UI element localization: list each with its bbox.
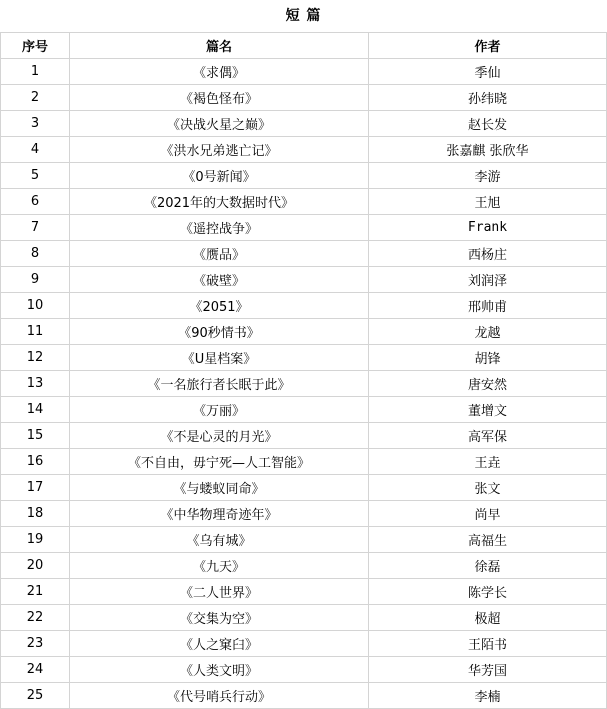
table-body (1, 59, 607, 709)
cell-author[interactable]: 季仙 (369, 59, 607, 85)
table-row (1, 85, 607, 111)
cell-no[interactable]: 9 (1, 267, 70, 293)
cell-title[interactable]: 《与蝼蚁同命》 (70, 475, 369, 501)
cell-author[interactable]: 胡锋 (369, 345, 607, 371)
table-row (1, 553, 607, 579)
cell-no[interactable]: 20 (1, 553, 70, 579)
table-row (1, 189, 607, 215)
cell-no[interactable]: 7 (1, 215, 70, 241)
cell-author[interactable]: 陈学长 (369, 579, 607, 605)
cell-author[interactable]: 李游 (369, 163, 607, 189)
cell-author[interactable]: 董增文 (369, 397, 607, 423)
cell-author[interactable]: 徐磊 (369, 553, 607, 579)
cell-no[interactable]: 6 (1, 189, 70, 215)
cell-author[interactable]: 龙越 (369, 319, 607, 345)
cell-title[interactable]: 《中华物理奇迹年》 (70, 501, 369, 527)
table-row (1, 397, 607, 423)
table-row (1, 293, 607, 319)
cell-author[interactable]: 李楠 (369, 683, 607, 709)
cell-title[interactable]: 《不自由，毋宁死—人工智能》 (70, 449, 369, 475)
table-row (1, 163, 607, 189)
cell-no[interactable]: 12 (1, 345, 70, 371)
cell-no[interactable]: 19 (1, 527, 70, 553)
cell-no[interactable]: 21 (1, 579, 70, 605)
cell-no[interactable]: 22 (1, 605, 70, 631)
cell-author[interactable]: 张嘉麒 张欣华 (369, 137, 607, 163)
table-row (1, 137, 607, 163)
sheet-title: 短 篇 (285, 8, 322, 24)
cell-title[interactable]: 《2051》 (70, 293, 369, 319)
table-row (1, 475, 607, 501)
cell-author[interactable]: 张文 (369, 475, 607, 501)
works-table (0, 32, 607, 709)
cell-author[interactable]: 西杨庄 (369, 241, 607, 267)
cell-no[interactable]: 4 (1, 137, 70, 163)
cell-no[interactable]: 17 (1, 475, 70, 501)
cell-author[interactable]: 邢帅甫 (369, 293, 607, 319)
cell-author[interactable]: 华芳国 (369, 657, 607, 683)
cell-title[interactable]: 《褐色怪布》 (70, 85, 369, 111)
cell-no[interactable]: 10 (1, 293, 70, 319)
cell-title[interactable]: 《交集为空》 (70, 605, 369, 631)
cell-title[interactable]: 《乌有城》 (70, 527, 369, 553)
table-row (1, 683, 607, 709)
cell-author[interactable]: 高福生 (369, 527, 607, 553)
cell-author[interactable]: 刘润泽 (369, 267, 607, 293)
cell-title[interactable]: 《2021年的大数据时代》 (70, 189, 369, 215)
cell-author[interactable]: 王垚 (369, 449, 607, 475)
cell-title[interactable]: 《洪水兄弟逃亡记》 (70, 137, 369, 163)
cell-title[interactable]: 《二人世界》 (70, 579, 369, 605)
table-row (1, 345, 607, 371)
table-row (1, 241, 607, 267)
cell-title[interactable]: 《万丽》 (70, 397, 369, 423)
cell-no[interactable]: 18 (1, 501, 70, 527)
cell-author[interactable]: 高军保 (369, 423, 607, 449)
table-row (1, 631, 607, 657)
header-no[interactable]: 序号 (1, 33, 70, 59)
cell-no[interactable]: 11 (1, 319, 70, 345)
table-row (1, 267, 607, 293)
cell-no[interactable]: 13 (1, 371, 70, 397)
table-row (1, 579, 607, 605)
table-row (1, 605, 607, 631)
cell-title[interactable]: 《U星档案》 (70, 345, 369, 371)
table-row (1, 449, 607, 475)
table-row (1, 59, 607, 85)
cell-no[interactable]: 5 (1, 163, 70, 189)
cell-title[interactable]: 《遥控战争》 (70, 215, 369, 241)
table-row (1, 501, 607, 527)
cell-author[interactable]: Frank (369, 215, 607, 241)
header-title[interactable]: 篇名 (70, 33, 369, 59)
cell-no[interactable]: 16 (1, 449, 70, 475)
table-row (1, 657, 607, 683)
cell-no[interactable]: 14 (1, 397, 70, 423)
cell-title[interactable]: 《人之窠臼》 (70, 631, 369, 657)
cell-title[interactable]: 《0号新闻》 (70, 163, 369, 189)
cell-no[interactable]: 8 (1, 241, 70, 267)
cell-title[interactable]: 《90秒情书》 (70, 319, 369, 345)
cell-no[interactable]: 2 (1, 85, 70, 111)
cell-title[interactable]: 《代号哨兵行动》 (70, 683, 369, 709)
table-row (1, 371, 607, 397)
cell-author[interactable]: 唐安然 (369, 371, 607, 397)
cell-title[interactable]: 《破壁》 (70, 267, 369, 293)
header-row (1, 33, 607, 59)
table-row (1, 423, 607, 449)
cell-no[interactable]: 25 (1, 683, 70, 709)
cell-title[interactable]: 《赝品》 (70, 241, 369, 267)
cell-author[interactable]: 王陌书 (369, 631, 607, 657)
table-row (1, 215, 607, 241)
cell-no[interactable]: 23 (1, 631, 70, 657)
cell-title[interactable]: 《人类文明》 (70, 657, 369, 683)
cell-title[interactable]: 《不是心灵的月光》 (70, 423, 369, 449)
cell-author[interactable]: 极超 (369, 605, 607, 631)
table-row (1, 111, 607, 137)
header-author[interactable]: 作者 (369, 33, 607, 59)
cell-no[interactable]: 1 (1, 59, 70, 85)
cell-title[interactable]: 《求偶》 (70, 59, 369, 85)
cell-no[interactable]: 24 (1, 657, 70, 683)
cell-no[interactable]: 3 (1, 111, 70, 137)
cell-title[interactable]: 《一名旅行者长眠于此》 (70, 371, 369, 397)
table-row (1, 319, 607, 345)
cell-title[interactable]: 《决战火星之巅》 (70, 111, 369, 137)
cell-title[interactable]: 《九天》 (70, 553, 369, 579)
cell-author[interactable]: 王旭 (369, 189, 607, 215)
table-row (1, 527, 607, 553)
cell-author[interactable]: 尚早 (369, 501, 607, 527)
cell-no[interactable]: 15 (1, 423, 70, 449)
cell-author[interactable]: 赵长发 (369, 111, 607, 137)
cell-author[interactable]: 孙纬晓 (369, 85, 607, 111)
